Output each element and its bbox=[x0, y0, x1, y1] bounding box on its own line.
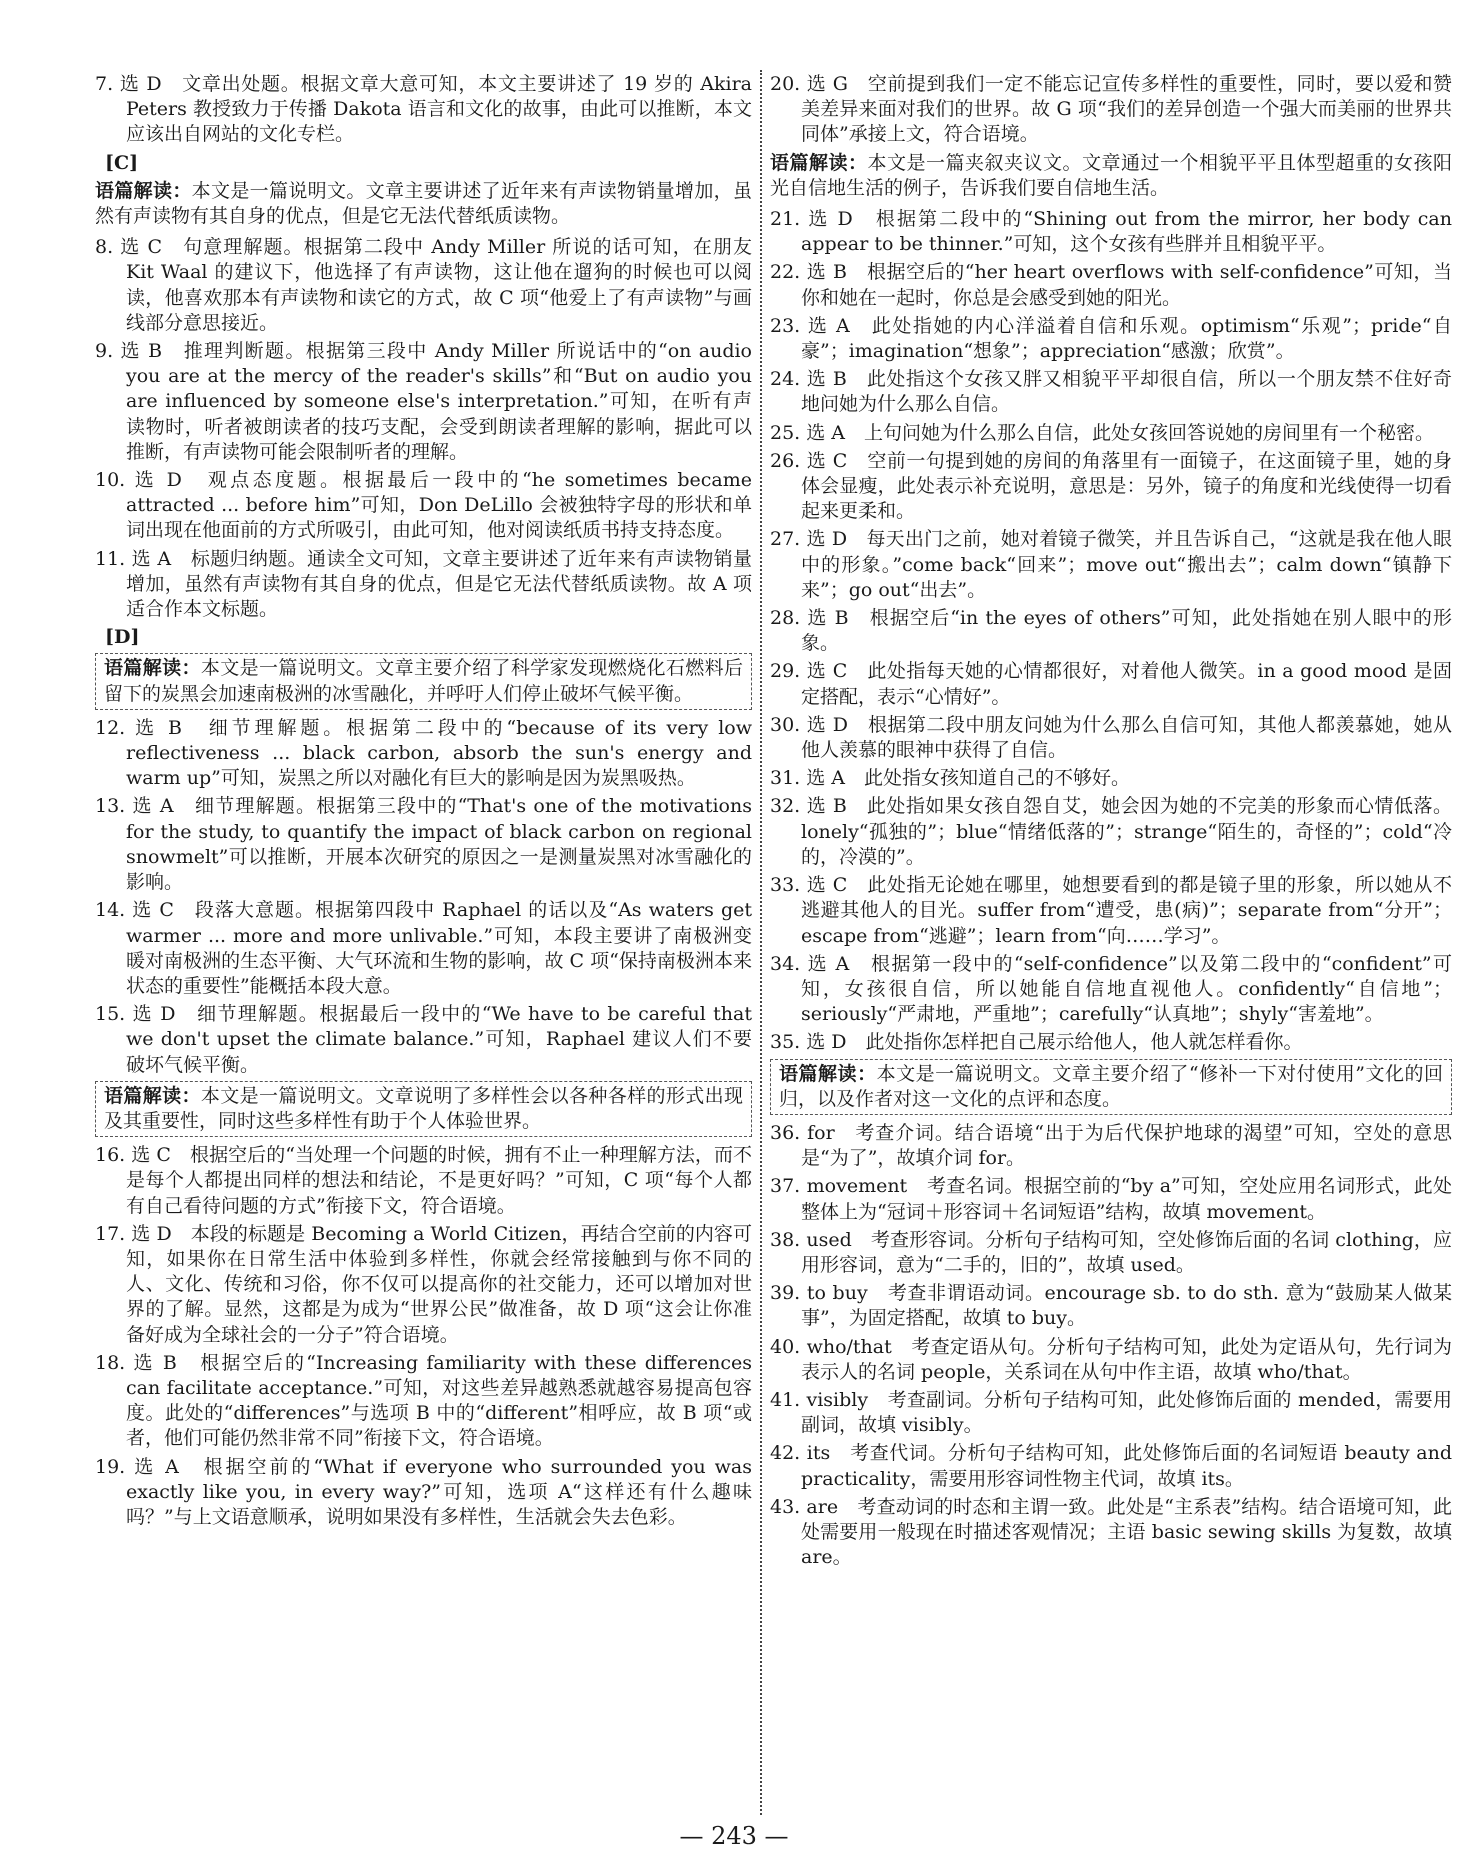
answer-item: 23. 选 A 此处指她的内心洋溢着自信和乐观。optimism“乐观”；pride“自豪”；imagination“想象”；appreciation“感激；欣赏”。 bbox=[770, 314, 1452, 363]
answer-item: 35. 选 D 此处指你怎样把自己展示给他人，他人就怎样看你。 bbox=[770, 1031, 1303, 1054]
answer-item: 25. 选 A 上句问她为什么那么自信，此处女孩回答说她的房间里有一个秘密。 bbox=[770, 421, 1435, 444]
answer-item: 33. 选 C 此处指无论她在哪里，她想要看到的都是镜子里的形象，所以她从不逃避其他人的目光。suffer from“遭受，患(病)”；separate from“分开”；escape from“逃避”；learn from“向……学习”。 bbox=[770, 874, 1452, 947]
answer-item: 39. to buy 考查非谓语动词。encourage sb. to do sth. 意为“鼓励某人做某事”，为固定搭配，故填 to buy。 bbox=[770, 1282, 1452, 1330]
page-number: — 243 — bbox=[679, 1822, 789, 1850]
answer-item: 18. 选 B 根据空后的“Increasing familiarity with these differences can facilitate acceptance.”可知，对这些差异越熟悉就越容易提高包容度。此处的“differences”与选项 B 中的“different”相呼应，故 B 项“或者，他们可能仍然非常不同”衔接下文，符合语境。 bbox=[95, 1351, 752, 1450]
answer-item: 27. 选 D 每天出门之前，她对着镜子微笑，并且告诉自己，“这就是我在他人眼中的形象。”come back“回来”；move out“搬出去”；calm down“镇静下来”；go out“出去”。 bbox=[770, 528, 1452, 601]
passage-note-label: 语篇解读： bbox=[95, 179, 192, 202]
answer-item: 16. 选 C 根据空后的“当处理一个问题的时候，拥有不止一种理解方法，而不是每个人都提出同样的想法和结论，不是更好吗？”可知，C 项“每个人都有自己看待问题的方式”衔接下文，符合语境。 bbox=[95, 1144, 752, 1217]
section-label: [C] bbox=[105, 151, 139, 174]
answer-item: 43. are 考查动词的时态和主谓一致。此处是“主系表”结构。结合语境可知，此处需要用一般现在时描述客观情况；主语 basic sewing skills 为复数，故填 are。 bbox=[770, 1495, 1452, 1569]
answer-item: 17. 选 D 本段的标题是 Becoming a World Citizen，再结合空前的内容可知，如果你在日常生活中体验到多样性，你就会经常接触到与你不同的人、文化、传统和习俗，你不仅可以提高你的社交能力，还可以增加对世界的了解。显然，这都是为成为“世界公民”做准备，故 D 项“这会让你准备好成为全球社会的一分子”符合语境。 bbox=[95, 1222, 752, 1346]
answer-item: 11. 选 A 标题归纳题。通读全文可知，文章主要讲述了近年来有声读物销量增加，虽然有声读物有其自身的优点，但是它无法代替纸质读物。故 A 项适合作本文标题。 bbox=[95, 547, 752, 621]
passage-note-label: 语篇解读： bbox=[779, 1062, 877, 1085]
answer-item: 10. 选 D 观点态度题。根据最后一段中的“he sometimes became attracted ... before him”可知，Don DeLillo 会被独特字母的形状和单词出现在他面前的方式所吸引，由此可知，他对阅读纸质书持支持态度。 bbox=[95, 469, 752, 542]
passage-note-label: 语篇解读： bbox=[104, 1084, 201, 1107]
answer-item: 26. 选 C 空前一句提到她的房间的角落里有一面镜子，在这面镜子里，她的身体会显瘦，此处表示补充说明，意思是：另外，镜子的角度和光线使得一切看起来更柔和。 bbox=[770, 449, 1452, 523]
passage-note bbox=[95, 1081, 752, 1137]
answer-item: 32. 选 B 此处指如果女孩自怨自艾，她会因为她的不完美的形象而心情低落。lonely“孤独的”；blue“情绪低落的”；strange“陌生的，奇怪的”；cold“冷的，冷漠的”。 bbox=[770, 795, 1452, 868]
passage-note-text: 本文是一篇说明文。文章主要讲述了近年来有声读物销量增加，虽然有声读物有其自身的优点，但是它无法代替纸质读物。 bbox=[95, 179, 752, 228]
answer-item: 38. used 考查形容词。分析句子结构可知，空处修饰后面的名词 clothing，应用形容词，意为“二手的，旧的”，故填 used。 bbox=[770, 1228, 1452, 1276]
answer-item: 22. 选 B 根据空后的“her heart overflows with self-confidence”可知，当你和她在一起时，你总是会感受到她的阳光。 bbox=[770, 261, 1452, 309]
passage-note-text: 本文是一篇夹叙夹议文。文章通过一个相貌平平且体型超重的女孩阳光自信地生活的例子，告诉我们要自信地生活。 bbox=[770, 151, 1452, 199]
answer-item: 40. who/that 考查定语从句。分析句子结构可知，此处为定语从句，先行词为表示人的名词 people，关系词在从句中作主语，故填 who/that。 bbox=[770, 1335, 1452, 1383]
passage-note-text: 本文是一篇说明文。文章说明了多样性会以各种各样的形式出现及其重要性，同时这些多样性有助于个人体验世界。 bbox=[104, 1084, 743, 1132]
passage-note bbox=[95, 653, 752, 709]
passage-note-text: 本文是一篇说明文。文章主要介绍了“修补一下对付使用”文化的回归，以及作者对这一文化的点评和态度。 bbox=[779, 1062, 1443, 1110]
answer-item: 7. 选 D 文章出处题。根据文章大意可知，本文主要讲述了 19 岁的 Akira Peters 教授致力于传播 Dakota 语言和文化的故事，由此可以推断，本文应该出自网站的文化专栏。 bbox=[95, 73, 752, 146]
column-divider bbox=[760, 70, 762, 1815]
answer-item: 42. its 考查代词。分析句子结构可知，此处修饰后面的名词短语 beauty and practicality，需要用形容词性物主代词，故填 its。 bbox=[770, 1442, 1452, 1490]
passage-note bbox=[95, 179, 752, 229]
answer-item: 31. 选 A 此处指女孩知道自己的不够好。 bbox=[770, 767, 1131, 790]
answer-item: 24. 选 B 此处指这个女孩又胖又相貌平平却很自信，所以一个朋友禁不住好奇地问她为什么那么自信。 bbox=[770, 368, 1452, 416]
answer-item: 20. 选 G 空前提到我们一定不能忘记宣传多样性的重要性，同时，要以爱和赞美差异来面对我们的世界。故 G 项“我们的差异创造一个强大而美丽的世界共同体”承接上文，符合语境。 bbox=[770, 73, 1452, 146]
answer-item: 28. 选 B 根据空后“in the eyes of others”可知，此处指她在别人眼中的形象。 bbox=[770, 607, 1452, 655]
answer-item: 9. 选 B 推理判断题。根据第三段中 Andy Miller 所说话中的“on audio you are at the mercy of the reader's skills”和“But on audio you are influenced by someone else's interpretation.”可知，在听有声读物时，听者被朗读者的技巧支配，会受到朗读者理解的影响，据此可以推断，有声读物可能会限制听者的理解。 bbox=[95, 340, 752, 463]
passage-note bbox=[770, 1059, 1452, 1115]
answer-item: 29. 选 C 此处指每天她的心情都很好，对着他人微笑。in a good mood 是固定搭配，表示“心情好”。 bbox=[770, 660, 1452, 708]
passage-note bbox=[770, 151, 1452, 201]
answer-item: 14. 选 C 段落大意题。根据第四段中 Raphael 的话以及“As waters get warmer ... more and more unlivable.”可知，本段主要讲了南极洲变暖对南极洲的生态平衡、大气环流和生物的影响，故 C 项“保持南极洲本来状态的重要性”能概括本段大意。 bbox=[95, 899, 752, 997]
answer-item: 15. 选 D 细节理解题。根据最后一段中的“We have to be careful that we don't upset the climate balance.”可知，Raphael 建议人们不要破坏气候平衡。 bbox=[95, 1003, 752, 1076]
passage-note-label: 语篇解读： bbox=[104, 657, 201, 680]
answer-item: 12. 选 B 细节理解题。根据第二段中的“because of its very low reflectiveness ... black carbon, absorb the sun's energy and warm up”可知，炭黑之所以对融化有巨大的影响是因为炭黑吸热。 bbox=[95, 716, 752, 790]
answer-item: 21. 选 D 根据第二段中的“Shining out from the mirror, her body can appear to be thinner.”可知，这个女孩有些胖并且相貌平平。 bbox=[770, 208, 1452, 256]
answer-item: 41. visibly 考查副词。分析句子结构可知，此处修饰后面的 mended，需要用副词，故填 visibly。 bbox=[770, 1388, 1452, 1437]
right-column bbox=[770, 72, 1452, 1573]
answer-item: 34. 选 A 根据第一段中的“self-confidence”以及第二段中的“confident”可知，女孩很自信，所以她能自信地直视他人。confidently“自信地”；seriously“严肃地，严重地”；carefully“认真地”；shyly“害羞地”。 bbox=[770, 952, 1452, 1026]
answer-item: 19. 选 A 根据空前的“What if everyone who surrounded you was exactly like you, in every way?”可知，选项 A“这样还有什么趣味吗？”与上文语意顺承，说明如果没有多样性，生活就会失去色彩。 bbox=[95, 1455, 752, 1528]
left-column bbox=[95, 72, 752, 1533]
passage-note-text: 本文是一篇说明文。文章主要介绍了科学家发现燃烧化石燃料后留下的炭黑会加速南极洲的冰雪融化，并呼吁人们停止破坏气候平衡。 bbox=[104, 657, 743, 705]
answer-item: 36. for 考查介词。结合语境“出于为后代保护地球的渴望”可知，空处的意思是“为了”，故填介词 for。 bbox=[770, 1121, 1452, 1170]
section-label: [D] bbox=[105, 626, 140, 649]
answer-item: 30. 选 D 根据第二段中朋友问她为什么那么自信可知，其他人都羡慕她，她从他人羡慕的眼神中获得了自信。 bbox=[770, 713, 1452, 762]
answer-item: 13. 选 A 细节理解题。根据第三段中的“That's one of the motivations for the study, to quantify the impact of black carbon on regional snowmelt”可以推断，开展本次研究的原因之一是测量炭黑对冰雪融化的影响。 bbox=[95, 795, 752, 894]
answer-item: 8. 选 C 句意理解题。根据第二段中 Andy Miller 所说的话可知，在朋友 Kit Waal 的建议下，他选择了有声读物，这让他在遛狗的时候也可以阅读，他喜欢那本有声读物和读它的方式，故 C 项“他爱上了有声读物”与画线部分意思接近。 bbox=[95, 236, 752, 334]
passage-note-label: 语篇解读： bbox=[770, 151, 868, 174]
answer-item: 37. movement 考查名词。根据空前的“by a”可知，空处应用名词形式，此处整体上为“冠词＋形容词＋名词短语”结构，故填 movement。 bbox=[770, 1175, 1452, 1223]
